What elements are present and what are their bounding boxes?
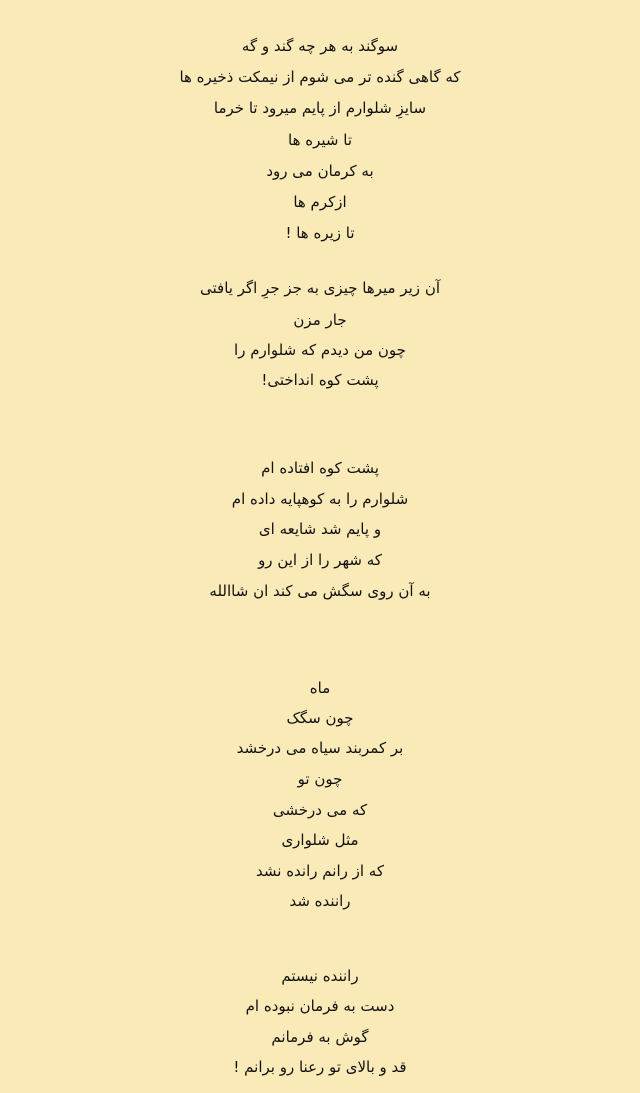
poem-line: تا زیره ها ! [285, 224, 355, 242]
poem-line: سایزِ شلوارم از پایم میرود تا خرما [213, 99, 427, 117]
poem-line: راننده نیستم [281, 967, 359, 985]
poem-line: تا شیره ها [288, 131, 352, 149]
poem-line: پشت کوه افتاده ام [261, 459, 379, 477]
poem-line: راننده شد [289, 892, 351, 910]
poem-line: دست به فرمان نبوده ام [245, 997, 395, 1015]
poem-line: که می درخشی [272, 801, 368, 819]
poem-line: چون من دیدم که شلوارم را [234, 341, 406, 359]
poem-line: به آن روی سگش می کند ان شاالله [209, 582, 431, 600]
poem-line: و پایم شد شایعه ای [258, 520, 382, 538]
poem-line: به کرمان می رود [266, 162, 374, 180]
poem-line: آن زیر میرها چیزی به جز جرِ اگر یافتی [200, 279, 440, 297]
poem-line: گوش به فرمانم [271, 1028, 369, 1046]
poem-line: جار مزن [293, 311, 347, 329]
poem-line: چون تو [297, 770, 343, 788]
poem-line: بر کمربند سیاه می درخشد [236, 739, 404, 757]
poem-line: که شهر را از این رو [258, 551, 382, 569]
poem-line: که گاهی گنده تر می شوم از نیمکت ذخیره ها [179, 68, 461, 86]
poem-line: پشت کوه انداختی! [261, 371, 379, 389]
poem-line: سوگند به هر چه گند و گه [241, 37, 399, 55]
poem-line: چون سگک [286, 709, 354, 727]
poem-line: شلوارم را به کوهپایه داده ام [231, 490, 409, 508]
poem-line: که از رانم رانده نشد [256, 862, 384, 880]
poem-line: ازکرم ها [293, 193, 347, 211]
poem-line: مثل شلواری [281, 831, 359, 849]
poem-line: ماه [309, 679, 331, 697]
poem-line: قد و بالای تو رعنا رو برانم ! [233, 1058, 407, 1076]
